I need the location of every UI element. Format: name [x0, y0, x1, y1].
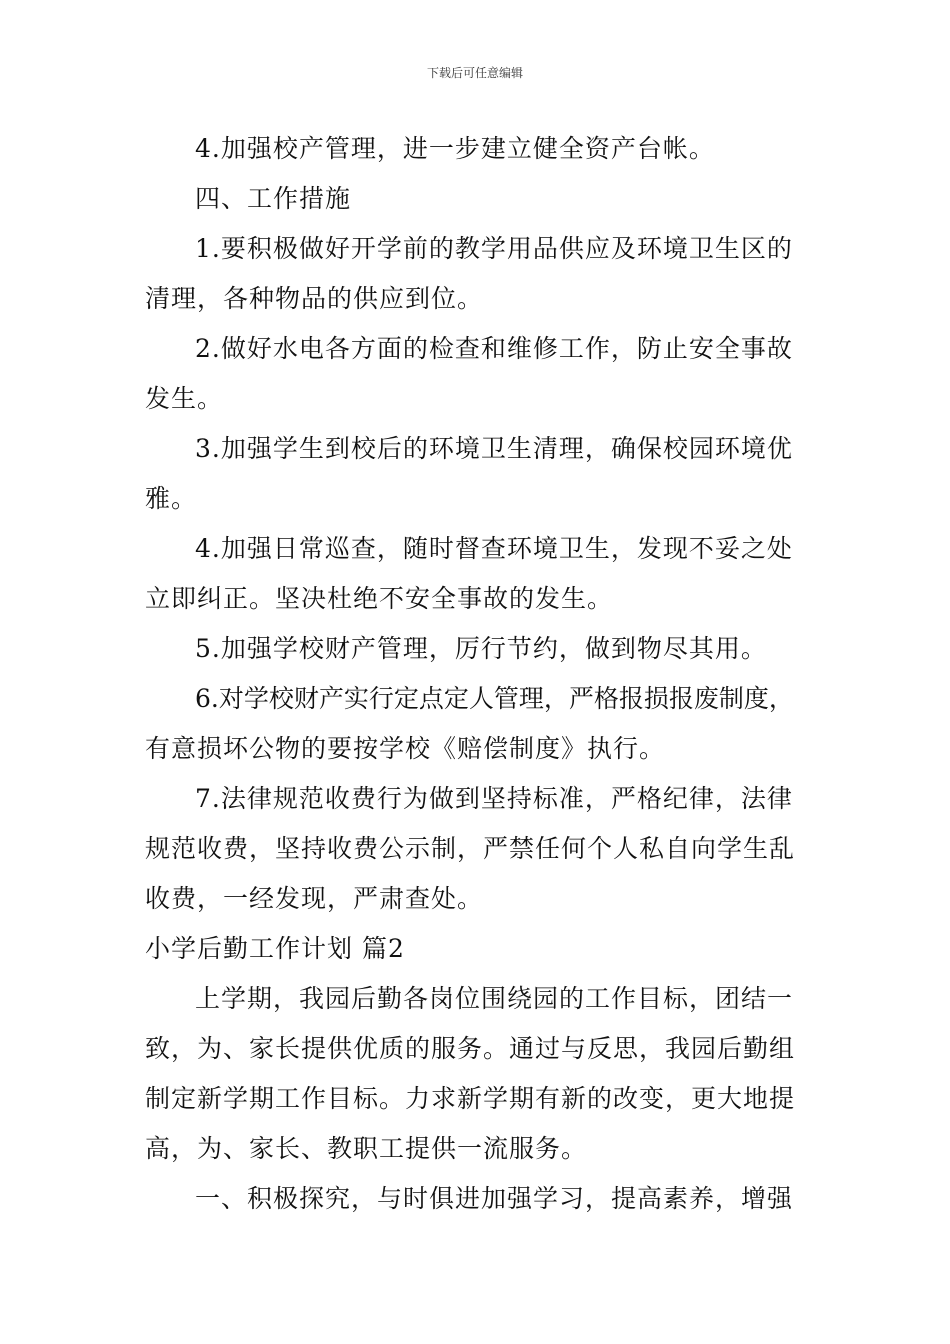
text-line: 7.法律规范收费行为做到坚持标准，严格纪律，法律	[195, 784, 793, 813]
text-line: 有意损坏公物的要按学校《赔偿制度》执行。	[145, 734, 666, 763]
text-line: 发生。	[145, 384, 224, 413]
text-line: 4.加强日常巡查，随时督查环境卫生，发现不妥之处	[195, 534, 793, 563]
section-heading: 四、工作措施	[195, 184, 352, 213]
text-line: 上学期，我园后勤各岗位围绕园的工作目标，团结一	[195, 984, 794, 1013]
text-line: 6.对学校财产实行定点定人管理，严格报损报废制度，	[195, 684, 794, 713]
text-line: 立即纠正。坚决杜绝不安全事故的发生。	[145, 584, 614, 613]
text-line: 1.要积极做好开学前的教学用品供应及环境卫生区的	[195, 234, 793, 263]
text-line: 致，为、家长提供优质的服务。通过与反思，我园后勤组	[145, 1034, 796, 1063]
text-line: 2.做好水电各方面的检查和维修工作，防止安全事故	[195, 334, 793, 363]
text-line: 5.加强学校财产管理，厉行节约，做到物尽其用。	[195, 634, 767, 663]
page-header: 下载后可任意编辑	[426, 66, 523, 80]
text-line: 一、积极探究，与时俱进加强学习，提高素养，增强	[195, 1184, 794, 1213]
text-line: 收费，一经发现，严肃查处。	[145, 884, 484, 913]
text-line: 规范收费，坚持收费公示制，严禁任何个人私自向学生乱	[145, 834, 796, 863]
text-line: 雅。	[145, 484, 198, 513]
text-line: 高，为、家长、教职工提供一流服务。	[145, 1134, 588, 1163]
text-line: 4.加强校产管理，进一步建立健全资产台帐。	[195, 134, 715, 163]
text-line: 清理，各种物品的供应到位。	[145, 284, 484, 313]
text-line: 3.加强学生到校后的环境卫生清理，确保校园环境优	[195, 434, 793, 463]
section-title: 小学后勤工作计划 篇2	[145, 934, 405, 963]
text-line: 制定新学期工作目标。力求新学期有新的改变，更大地提	[145, 1084, 796, 1113]
